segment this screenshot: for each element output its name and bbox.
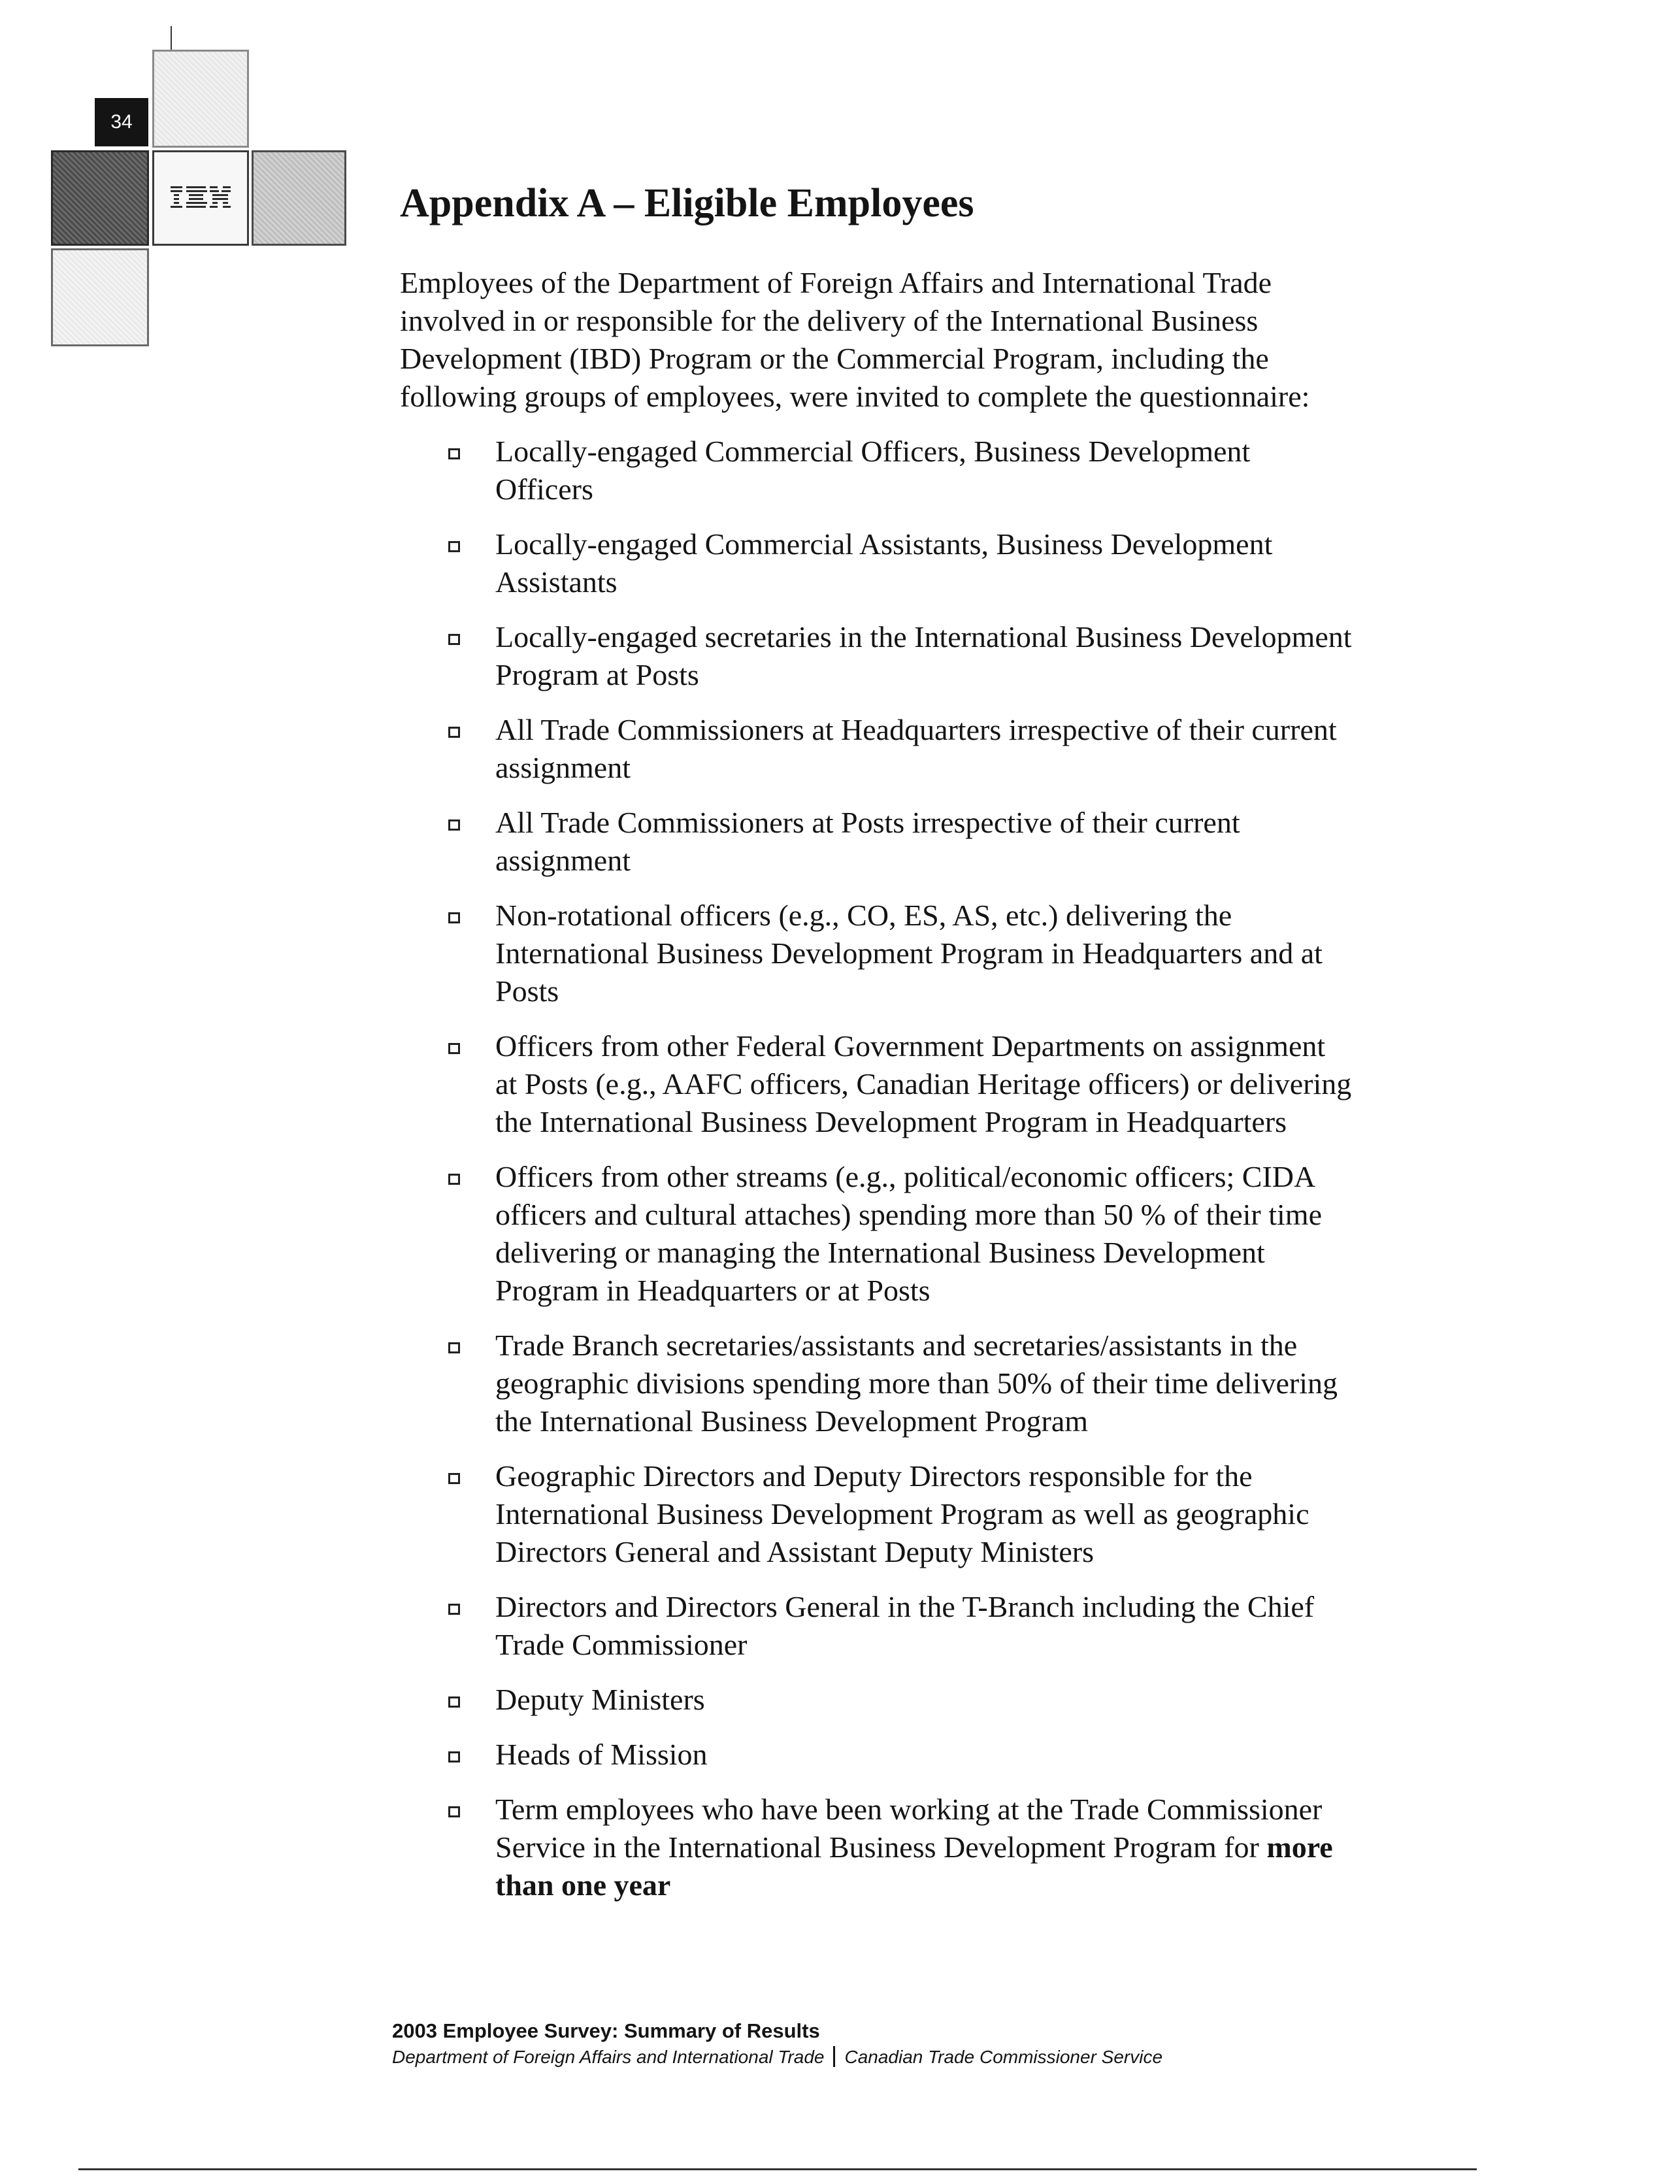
footer-survey-title: 2003 Employee Survey: Summary of Results (392, 2019, 820, 2042)
square-bullet-icon (448, 819, 460, 831)
intro-line: following groups of employees, were invited to complete the questionnaire: (400, 380, 1310, 413)
list-item (444, 618, 1464, 694)
list-item-line: Posts (495, 974, 559, 1008)
list-item-line: Directors General and Assistant Deputy Ministers (495, 1535, 1094, 1568)
list-item-line: All Trade Commissioners at Headquarters irrespective of their current (495, 713, 1337, 746)
list-item (444, 711, 1464, 787)
footer-subtitle (392, 2044, 1162, 2070)
header-block-right (252, 150, 346, 246)
list-item (444, 804, 1464, 880)
list-item-line: geographic divisions spending more than 50% of their time delivering (495, 1366, 1338, 1400)
list-item-line: the International Business Development Program (495, 1404, 1089, 1438)
list-item (444, 1736, 1464, 1774)
page-title: Appendix A – Eligible Employees (400, 181, 974, 225)
emphasis-text: than one year (495, 1868, 671, 1902)
emphasis-text: more (1266, 1830, 1333, 1864)
list-item-line: Locally-engaged secretaries in the International Business Development (495, 620, 1352, 654)
header-block-top (152, 50, 249, 148)
footer-department: Department of Foreign Affairs and International Trade (392, 2047, 825, 2067)
list-item-line: Directors and Directors General in the T-Branch including the Chief (495, 1590, 1315, 1623)
page-footer (392, 2018, 1162, 2070)
square-bullet-icon (448, 1806, 460, 1817)
list-item-line: All Trade Commissioners at Posts irrespective of their current (495, 806, 1240, 839)
footer-service: Canadian Trade Commissioner Service (844, 2047, 1163, 2067)
square-bullet-icon (448, 1043, 460, 1054)
list-item-line: Officers from other streams (e.g., political/economic officers; CIDA (495, 1160, 1316, 1193)
list-item-line: Program in Headquarters or at Posts (495, 1274, 931, 1307)
list-item (444, 525, 1464, 601)
header-tick-mark (171, 26, 172, 50)
list-item-line: Heads of Mission (495, 1738, 708, 1771)
list-item (444, 897, 1464, 1010)
square-bullet-icon (448, 1751, 460, 1762)
list-item-line: Locally-engaged Commercial Assistants, Business Development (495, 527, 1273, 561)
list-item-line: International Business Development Program in Headquarters and at (495, 936, 1323, 970)
eligible-employees-list (444, 433, 1464, 1921)
list-item (444, 1027, 1464, 1141)
list-item-line: delivering or managing the International Business Development (495, 1236, 1265, 1269)
square-bullet-icon (448, 727, 460, 738)
list-item-line: Officers from other Federal Government Departments on assignment (495, 1029, 1326, 1063)
list-item-line: the International Business Development Program in Headquarters (495, 1105, 1287, 1138)
footer-separator (833, 2046, 835, 2067)
list-item-line: at Posts (e.g., AAFC officers, Canadian Heritage officers) or delivering (495, 1067, 1352, 1100)
list-item-line: Deputy Ministers (495, 1683, 705, 1716)
list-item-line: Trade Branch secretaries/assistants and secretaries/assistants in the (495, 1329, 1298, 1362)
list-item-line: Term employees who have been working at the Trade Commissioner (495, 1793, 1323, 1826)
list-item-line: Geographic Directors and Deputy Directors responsible for the (495, 1459, 1253, 1493)
square-bullet-icon (448, 912, 460, 923)
list-item-line: Locally-engaged Commercial Officers, Business Development (495, 435, 1251, 468)
square-bullet-icon (448, 541, 460, 552)
intro-line: Employees of the Department of Foreign Affairs and International Trade (400, 266, 1272, 299)
ibm-logo-block (152, 150, 249, 246)
list-item-line: Officers (495, 472, 593, 506)
list-item (444, 1457, 1464, 1571)
list-item-line: International Business Development Program as well as geographic (495, 1497, 1309, 1530)
square-bullet-icon (448, 1696, 460, 1708)
list-item-line: officers and cultural attaches) spending more than 50 % of their time (495, 1198, 1322, 1231)
list-item (444, 1158, 1464, 1310)
square-bullet-icon (448, 1174, 460, 1185)
list-item-line: assignment (495, 751, 631, 784)
intro-paragraph (400, 264, 1458, 416)
page-number: 34 (95, 98, 148, 146)
bottom-rule (0, 2168, 1680, 2170)
list-item (444, 433, 1464, 508)
ibm-logo-icon (168, 184, 233, 212)
list-item (444, 1327, 1464, 1440)
header-block-bottom (51, 248, 149, 346)
square-bullet-icon (448, 634, 460, 645)
list-item-line: assignment (495, 844, 631, 877)
square-bullet-icon (448, 448, 460, 459)
square-bullet-icon (448, 1342, 460, 1353)
list-item (444, 1791, 1464, 1904)
list-item-line: Non-rotational officers (e.g., CO, ES, AS, etc.) delivering the (495, 899, 1232, 932)
list-item-line (495, 1866, 1464, 1904)
list-item-line: Trade Commissioner (495, 1628, 748, 1661)
intro-line: Development (IBD) Program or the Commercial Program, including the (400, 342, 1269, 375)
list-item-line: Program at Posts (495, 658, 699, 691)
list-item (444, 1681, 1464, 1719)
list-item-text: Service in the International Business Development Program for (495, 1830, 1267, 1864)
list-item (444, 1588, 1464, 1664)
list-item-line: Assistants (495, 565, 618, 599)
square-bullet-icon (448, 1473, 460, 1484)
list-item-line (495, 1828, 1464, 1866)
square-bullet-icon (448, 1604, 460, 1615)
header-block-dark (51, 150, 149, 246)
intro-line: involved in or responsible for the delivery of the International Business (400, 304, 1259, 337)
